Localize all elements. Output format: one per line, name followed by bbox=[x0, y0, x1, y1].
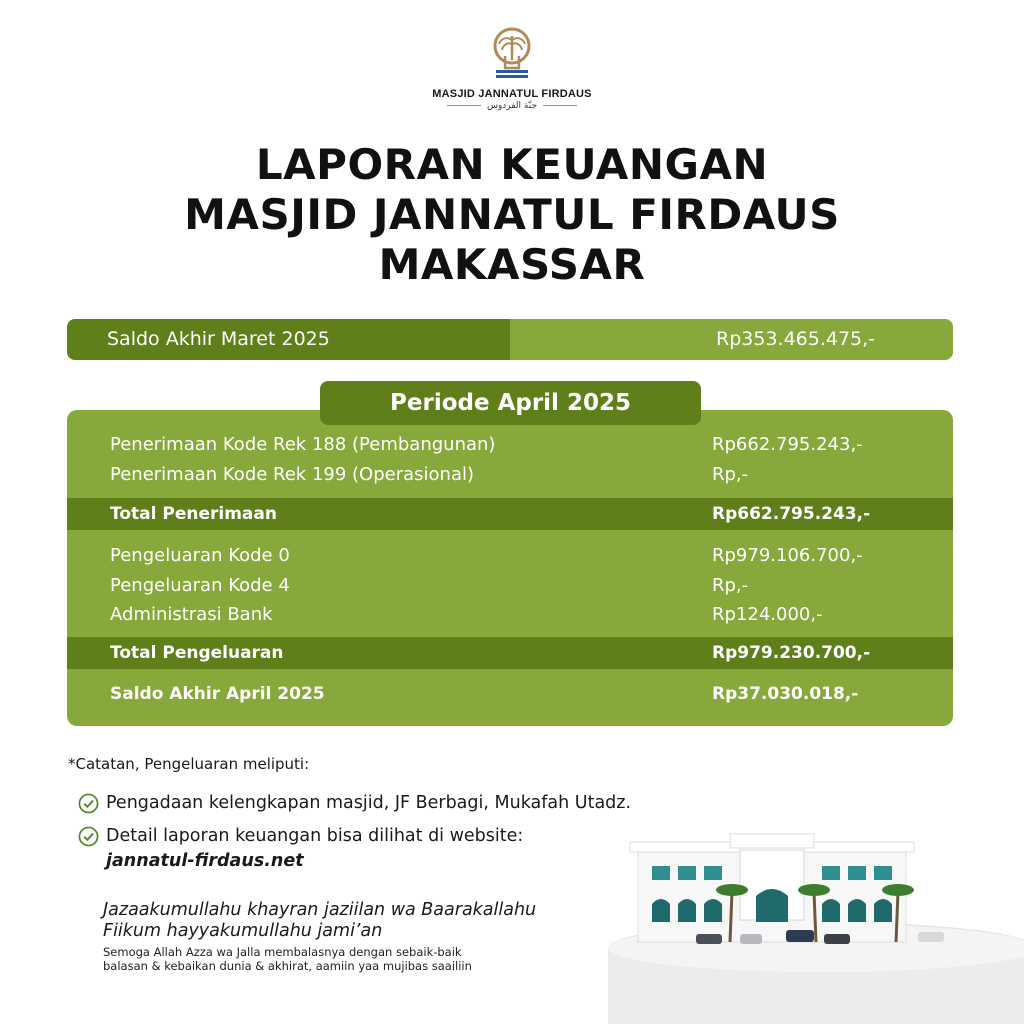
row-label: Total Pengeluaran bbox=[110, 643, 284, 663]
row-value: Rp662.795.243,- bbox=[712, 504, 871, 524]
row-label: Administrasi Bank bbox=[110, 604, 273, 625]
mosque-illustration bbox=[600, 830, 1024, 1024]
row-value: Rp662.795.243,- bbox=[712, 434, 863, 455]
page-title bbox=[0, 140, 1024, 290]
row-value: Rp124.000,- bbox=[712, 604, 823, 625]
check-circle-icon bbox=[78, 826, 99, 847]
row-value: Rp37.030.018,- bbox=[712, 684, 859, 704]
period-label: Periode April 2025 bbox=[320, 381, 701, 425]
closing-translation bbox=[103, 945, 543, 973]
row-label: Penerimaan Kode Rek 199 (Operasional) bbox=[110, 464, 475, 485]
closing-sub-1: Semoga Allah Azza wa Jalla membalasnya dengan sebaik-baik bbox=[103, 945, 462, 959]
note-heading: *Catatan, Pengeluaran meliputi: bbox=[68, 755, 310, 773]
check-circle-icon bbox=[78, 793, 99, 814]
row-label: Saldo Akhir April 2025 bbox=[110, 684, 325, 704]
closing-prayer bbox=[103, 900, 536, 942]
row-label: Pengeluaran Kode 0 bbox=[110, 545, 290, 566]
saldo-awal-value: Rp353.465.475,- bbox=[510, 319, 953, 360]
report-panel bbox=[67, 410, 953, 726]
logo-arabic: جنّة الفردوس bbox=[0, 101, 1024, 111]
saldo-awal-bar bbox=[67, 319, 953, 360]
row-value: Rp979.230.700,- bbox=[712, 643, 871, 663]
logo bbox=[0, 26, 1024, 111]
title-line-3: MAKASSAR bbox=[378, 240, 646, 289]
saldo-awal-label: Saldo Akhir Maret 2025 bbox=[67, 319, 510, 360]
note-item-text: Detail laporan keuangan bisa dilihat di website: bbox=[106, 826, 524, 846]
closing-line-1: Jazaakumullahu khayran jaziilan wa Baarakallahu bbox=[103, 900, 537, 920]
title-line-1: LAPORAN KEUANGAN bbox=[255, 140, 769, 189]
mosque-logo-icon bbox=[488, 26, 536, 82]
closing-line-2: Fiikum hayyakumullahu jami’an bbox=[103, 921, 383, 941]
row-label: Pengeluaran Kode 4 bbox=[110, 575, 290, 596]
closing-sub-2: balasan & kebaikan dunia & akhirat, aamiin yaa mujibas saailiin bbox=[103, 959, 472, 973]
website-link[interactable]: jannatul-firdaus.net bbox=[106, 851, 304, 871]
row-value: Rp979.106.700,- bbox=[712, 545, 863, 566]
row-label: Total Penerimaan bbox=[110, 504, 277, 524]
title-line-2: MASJID JANNATUL FIRDAUS bbox=[184, 190, 840, 239]
row-value: Rp,- bbox=[712, 464, 749, 485]
row-label: Penerimaan Kode Rek 188 (Pembangunan) bbox=[110, 434, 496, 455]
note-item-text: Pengadaan kelengkapan masjid, JF Berbagi, Mukafah Utadz. bbox=[106, 793, 632, 813]
logo-name: MASJID JANNATUL FIRDAUS bbox=[432, 88, 592, 100]
row-value: Rp,- bbox=[712, 575, 749, 596]
